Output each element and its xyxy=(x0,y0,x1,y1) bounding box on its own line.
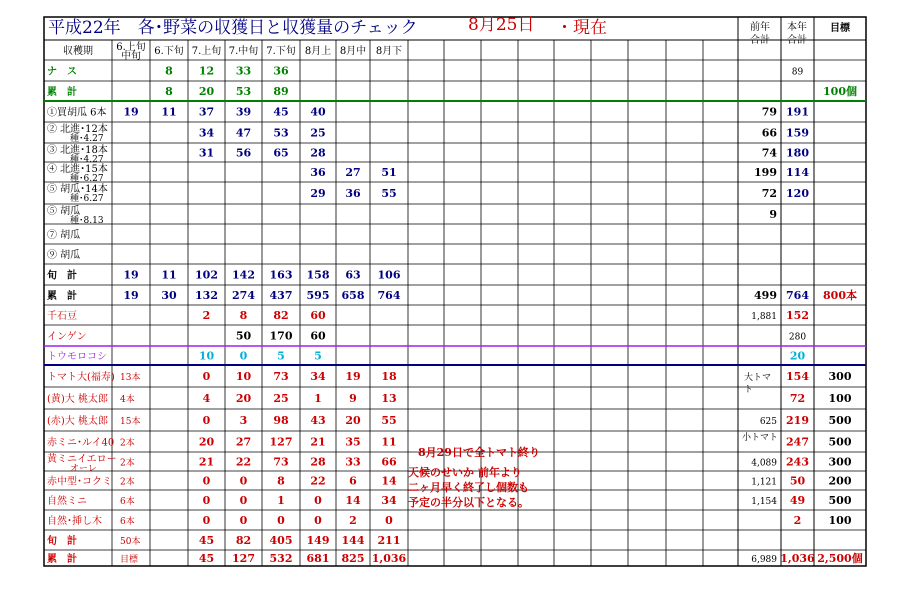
row-value: 36 xyxy=(273,64,289,78)
table-row xyxy=(47,248,80,261)
row-value: 1,036 xyxy=(371,552,407,565)
row-value: 6 xyxy=(349,474,357,488)
row-cur-total: 20 xyxy=(789,349,806,363)
row-value: 595 xyxy=(306,289,330,302)
row-value: 8 xyxy=(277,474,285,488)
row-value: 22 xyxy=(310,474,326,488)
row-value: 53 xyxy=(235,85,252,98)
row-value: 43 xyxy=(310,414,326,427)
note-weather-1: 天候のせいか 前年より xyxy=(408,466,522,479)
row-label: 旬 計 xyxy=(47,536,77,547)
row-value: 47 xyxy=(235,126,252,140)
row-prev-total: 1,121 xyxy=(751,477,777,488)
header-col-0: 6.上旬 xyxy=(116,42,146,53)
row-goal: 100個 xyxy=(823,85,857,98)
row-label: 赤ミニ･ルイ40 xyxy=(47,437,115,449)
row-value: 45 xyxy=(273,105,289,119)
row-label: インゲン xyxy=(47,331,87,343)
row-value: 33 xyxy=(345,455,361,469)
row-value: 2 xyxy=(202,309,211,322)
row-label: 千石豆 xyxy=(47,311,77,322)
row-value: 0 xyxy=(239,474,248,488)
row-count: 6本 xyxy=(120,517,135,527)
note-weather-3: 予定の半分以下となる。 xyxy=(408,496,529,509)
row-prev-total: 4,089 xyxy=(751,458,777,469)
row-value: 27 xyxy=(235,435,252,449)
row-value: 82 xyxy=(273,309,289,322)
row-count: 2本 xyxy=(120,438,135,449)
row-cur-total: 280 xyxy=(788,332,807,343)
row-goal: 500 xyxy=(828,414,852,427)
row-prev-total: 1,881 xyxy=(751,312,777,322)
row-value: 21 xyxy=(198,455,215,469)
header-goal: 目標 xyxy=(830,23,850,34)
row-value: 35 xyxy=(345,435,361,449)
table-row xyxy=(47,162,809,184)
row-value: 437 xyxy=(269,289,293,302)
row-value: 144 xyxy=(341,534,365,547)
table-row xyxy=(47,370,852,383)
row-label: ⑨ 胡瓜 xyxy=(47,250,81,261)
header-prev-1: 前年 xyxy=(750,22,770,33)
row-goal: 800本 xyxy=(823,289,857,302)
note-big-tomato-1: 大トマ xyxy=(744,373,772,383)
row-value: 45 xyxy=(198,552,215,565)
row-label: 赤中型･コクミ xyxy=(47,476,112,488)
row-value: 0 xyxy=(314,494,322,507)
row-value: 55 xyxy=(381,187,397,200)
table-row xyxy=(47,288,857,302)
header-prev-2: 合計 xyxy=(750,35,770,46)
row-prev-total: 499 xyxy=(754,289,777,302)
table-row xyxy=(47,204,777,226)
note-tomato-end: 8月29日で全トマト終り xyxy=(418,446,540,459)
row-count: 15本 xyxy=(120,417,141,427)
row-value: 20 xyxy=(345,414,361,427)
row-value: 0 xyxy=(239,494,248,507)
row-value: 56 xyxy=(235,146,252,160)
row-value: 170 xyxy=(269,329,293,343)
header-cur-2: 合計 xyxy=(787,35,807,46)
row-value: 36 xyxy=(310,166,326,179)
row-label: 黄ミニイエロー xyxy=(47,454,117,465)
row-value: 102 xyxy=(195,268,218,282)
row-value: 19 xyxy=(345,370,361,383)
table-row xyxy=(47,551,863,565)
row-value: 681 xyxy=(306,552,330,565)
row-value: 34 xyxy=(198,126,215,140)
row-goal: 100 xyxy=(828,514,852,527)
row-value: 0 xyxy=(202,514,211,527)
row-cur-total: 72 xyxy=(789,392,806,405)
row-value: 98 xyxy=(273,414,289,427)
row-count: 6本 xyxy=(120,497,135,507)
row-value: 211 xyxy=(377,534,401,547)
table-row xyxy=(47,182,809,204)
row-value: 50 xyxy=(235,329,252,343)
row-value: 10 xyxy=(235,370,252,383)
row-value: 0 xyxy=(239,514,248,527)
header-col-0-b: 中旬 xyxy=(121,51,141,62)
table-row xyxy=(47,65,803,78)
row-value: 0 xyxy=(239,349,248,363)
header-col-2: 7.上旬 xyxy=(191,46,222,57)
row-value: 33 xyxy=(235,64,252,78)
row-cur-total: 120 xyxy=(786,187,809,200)
row-value: 0 xyxy=(202,370,211,383)
row-label: 累 計 xyxy=(47,87,77,98)
row-cur-total: 154 xyxy=(786,370,809,383)
row-cur-total: 243 xyxy=(786,455,809,469)
row-value: 1 xyxy=(277,494,285,507)
row-value: 63 xyxy=(345,268,361,282)
row-prev-total: 199 xyxy=(754,166,777,179)
row-cur-total: 247 xyxy=(786,435,809,449)
row-value: 0 xyxy=(202,494,211,507)
row-value: 19 xyxy=(123,105,139,119)
row-goal: 500 xyxy=(828,435,852,449)
row-value: 19 xyxy=(123,289,139,302)
row-value: 163 xyxy=(269,268,293,282)
table-row xyxy=(47,534,400,547)
row-cur-total: 2 xyxy=(793,514,802,527)
header-col-4: 7.下旬 xyxy=(266,46,296,57)
row-value: 73 xyxy=(273,455,289,469)
row-value: 11 xyxy=(161,105,177,119)
row-cur-total: 219 xyxy=(786,414,809,427)
header-col-1: 6.下旬 xyxy=(154,46,184,57)
row-count: 目標 xyxy=(120,555,139,565)
row-goal: 100 xyxy=(828,392,852,405)
header-col-3: 7.中旬 xyxy=(228,46,259,57)
row-label: ⑦ 胡瓜 xyxy=(47,230,81,241)
table-row xyxy=(47,106,809,119)
row-value: 11 xyxy=(161,268,177,282)
row-cur-total: 764 xyxy=(786,289,809,302)
row-value: 19 xyxy=(123,268,139,282)
row-value: 274 xyxy=(232,289,255,302)
row-label: ② 北進･12本 xyxy=(47,124,108,135)
row-value: 11 xyxy=(381,435,397,449)
row-value: 14 xyxy=(345,494,361,507)
row-count: 2本 xyxy=(120,477,135,488)
row-value: 20 xyxy=(198,85,215,98)
table-row xyxy=(47,392,852,405)
row-value: 20 xyxy=(235,392,252,405)
row-value: 60 xyxy=(310,309,326,322)
row-prev-total: 74 xyxy=(761,146,777,160)
row-goal: 300 xyxy=(828,455,852,469)
row-prev-total: 72 xyxy=(761,187,777,200)
row-value: 0 xyxy=(314,514,322,527)
table-row xyxy=(47,84,857,98)
row-value: 8 xyxy=(165,64,173,78)
note-big-tomato-2: ト xyxy=(744,385,754,395)
sheet-date: 8月25日 xyxy=(468,15,535,35)
row-value: 55 xyxy=(381,414,397,427)
header-cur-1: 本年 xyxy=(787,22,807,33)
table-row xyxy=(47,122,809,144)
table-row xyxy=(47,350,805,363)
row-value: 34 xyxy=(310,370,326,383)
row-value: 30 xyxy=(161,289,177,302)
row-value: 158 xyxy=(306,268,330,282)
row-value: 764 xyxy=(377,289,401,302)
header-col-6: 8月中 xyxy=(339,46,367,57)
row-value: 149 xyxy=(306,534,330,547)
row-value: 73 xyxy=(273,370,289,383)
row-count: 4本 xyxy=(120,395,135,405)
row-label: (黄)大 桃太郎 xyxy=(47,394,108,405)
row-count: 13本 xyxy=(120,373,141,383)
row-value: 142 xyxy=(232,268,255,282)
row-label: ⑤ 胡瓜･14本 xyxy=(47,184,108,195)
row-prev-total: 625 xyxy=(759,417,777,427)
table-row xyxy=(47,330,806,343)
row-label: ③ 北進･18本 xyxy=(47,145,108,156)
row-cur-total: 89 xyxy=(791,67,804,78)
row-cur-total: 152 xyxy=(786,309,809,322)
row-value: 36 xyxy=(345,187,361,200)
row-sublabel: 種･6.27 xyxy=(70,174,104,184)
row-value: 9 xyxy=(349,392,357,405)
row-value: 2 xyxy=(349,514,357,527)
row-label: ④ 北進･15本 xyxy=(47,164,108,175)
row-value: 12 xyxy=(198,64,215,78)
row-prev-total: 9 xyxy=(769,208,777,221)
table-row xyxy=(47,309,809,322)
table-row xyxy=(47,228,80,241)
row-value: 5 xyxy=(277,349,285,363)
row-value: 28 xyxy=(310,455,326,469)
row-value: 8 xyxy=(239,309,248,322)
row-value: 21 xyxy=(310,435,326,449)
row-value: 37 xyxy=(198,105,215,119)
row-value: 14 xyxy=(381,474,397,488)
row-prev-total: 66 xyxy=(761,126,777,140)
row-value: 127 xyxy=(232,552,255,565)
row-value: 82 xyxy=(235,534,252,547)
row-count: 2本 xyxy=(120,458,135,469)
row-value: 3 xyxy=(239,414,248,427)
row-value: 31 xyxy=(198,146,215,160)
row-value: 127 xyxy=(269,435,293,449)
row-prev-total: 79 xyxy=(761,105,777,119)
row-goal: 200 xyxy=(828,474,852,488)
row-value: 5 xyxy=(314,349,322,363)
header-col-7: 8月下 xyxy=(375,46,403,57)
row-label: ①買胡瓜 6本 xyxy=(47,107,107,119)
row-value: 532 xyxy=(269,552,293,565)
row-cur-total: 159 xyxy=(786,126,809,140)
row-goal: 500 xyxy=(828,494,852,507)
row-value: 825 xyxy=(341,552,365,565)
row-cur-total: 50 xyxy=(789,474,806,488)
row-label: トウモロコシ xyxy=(47,351,107,363)
table-row xyxy=(47,414,852,427)
row-value: 22 xyxy=(235,455,252,469)
row-label: 自然･挿し木 xyxy=(47,516,102,527)
row-label: ⑤ 胡瓜 xyxy=(47,206,81,217)
row-count: 50本 xyxy=(120,537,141,547)
row-label: 自然ミニ xyxy=(47,496,87,507)
table-row xyxy=(47,269,401,282)
row-value: 34 xyxy=(381,494,397,507)
row-cur-total: 180 xyxy=(786,146,809,160)
row-goal: 300 xyxy=(828,370,852,383)
row-sublabel: 種･4.27 xyxy=(70,155,104,165)
row-cur-total: 114 xyxy=(786,166,809,179)
row-value: 25 xyxy=(310,126,326,140)
row-value: 45 xyxy=(198,534,215,547)
row-value: 1 xyxy=(314,392,322,405)
sheet-status: ・現在 xyxy=(556,18,607,38)
row-value: 28 xyxy=(310,146,326,160)
row-value: 51 xyxy=(381,166,397,179)
row-value: 66 xyxy=(381,455,397,469)
row-value: 60 xyxy=(310,329,326,343)
row-value: 18 xyxy=(381,370,397,383)
row-value: 4 xyxy=(202,392,211,405)
row-prev-total: 1,154 xyxy=(751,497,777,507)
row-value: 132 xyxy=(195,289,218,302)
row-value: 0 xyxy=(277,514,285,527)
note-weather-2: 二ヶ月早く終了し個数も xyxy=(408,481,529,494)
row-goal: 2,500個 xyxy=(817,552,863,565)
row-value: 27 xyxy=(345,166,361,179)
header-col-5: 8月上 xyxy=(304,46,332,57)
row-value: 10 xyxy=(198,349,215,363)
row-value: 106 xyxy=(377,268,401,282)
row-value: 40 xyxy=(310,105,326,119)
row-sublabel: オーレ xyxy=(70,464,97,474)
header-period: 収穫期 xyxy=(63,46,93,57)
sheet-title: 平成22年 各･野菜の収獲日と収獲量のチェック xyxy=(48,18,418,38)
row-label: 累 計 xyxy=(47,291,77,302)
row-prev-total: 6,989 xyxy=(751,555,777,565)
row-cur-total: 191 xyxy=(786,105,809,119)
row-value: 0 xyxy=(202,474,211,488)
row-value: 89 xyxy=(273,85,289,98)
note-small-tomato: 小トマト xyxy=(742,433,779,443)
row-label: (赤)大 桃太郎 xyxy=(47,416,108,427)
row-value: 65 xyxy=(273,146,289,160)
row-label: 累 計 xyxy=(47,554,77,565)
row-label: トマト大(福寿) xyxy=(47,372,115,383)
row-value: 658 xyxy=(341,289,365,302)
row-label: ナ ス xyxy=(47,66,77,78)
row-value: 20 xyxy=(198,435,215,449)
row-value: 29 xyxy=(310,187,326,200)
row-sublabel: 種･6.27 xyxy=(70,194,104,204)
row-value: 405 xyxy=(269,534,293,547)
row-value: 39 xyxy=(235,105,252,119)
row-value: 0 xyxy=(202,414,211,427)
row-value: 53 xyxy=(273,126,289,140)
row-cur-total: 49 xyxy=(789,494,806,507)
row-cur-total: 1,036 xyxy=(780,552,815,565)
row-value: 0 xyxy=(385,514,393,527)
row-value: 25 xyxy=(273,392,289,405)
row-label: 旬 計 xyxy=(47,270,77,282)
table-row xyxy=(47,514,852,527)
row-value: 13 xyxy=(381,392,397,405)
row-value: 8 xyxy=(165,85,173,98)
row-sublabel: 種･4.27 xyxy=(70,134,104,144)
row-sublabel: 種･8.13 xyxy=(70,216,104,226)
